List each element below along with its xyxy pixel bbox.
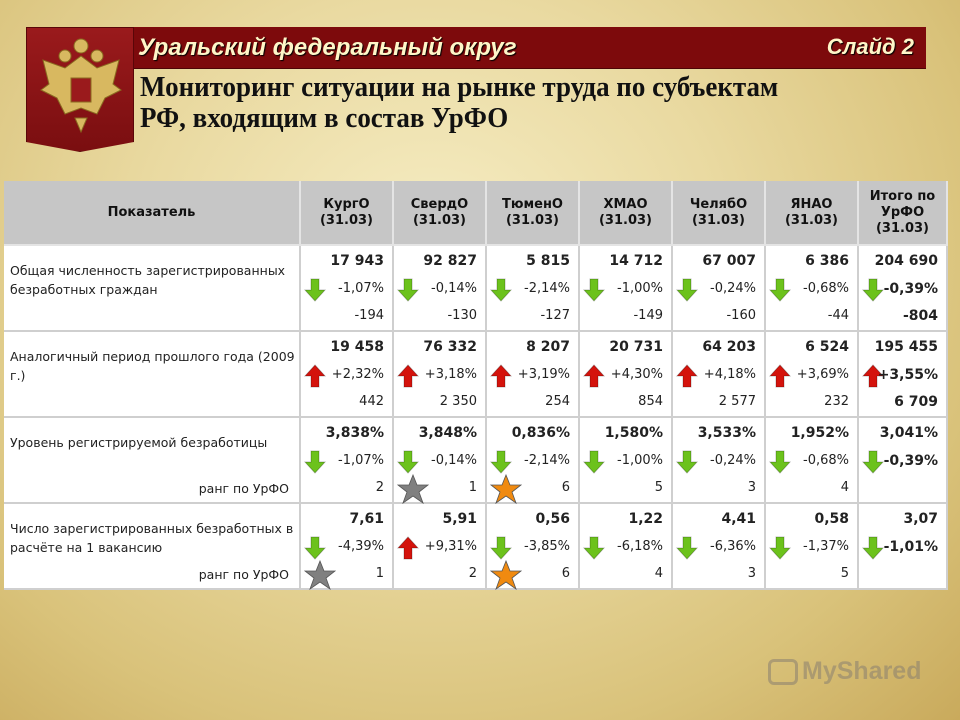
cell-rank: 1 bbox=[468, 480, 477, 495]
arrow-down-icon bbox=[583, 278, 605, 306]
cell-delta: -804 bbox=[902, 308, 938, 324]
cell-delta: 442 bbox=[359, 394, 384, 409]
cell-delta: -44 bbox=[827, 308, 849, 323]
column-header: ХМАО (31.03) bbox=[580, 181, 673, 246]
page-title-line-2: РФ, входящим в состав УрФО bbox=[140, 102, 509, 134]
data-cell bbox=[580, 418, 673, 504]
cell-delta: 6 709 bbox=[894, 394, 938, 410]
cell-change: -2,14% bbox=[524, 281, 570, 296]
cell-value: 3,838% bbox=[325, 425, 384, 441]
cell-change: +2,32% bbox=[331, 367, 384, 382]
cell-delta: -149 bbox=[633, 308, 663, 323]
cell-delta: 232 bbox=[824, 394, 849, 409]
cell-change: -0,14% bbox=[431, 281, 477, 296]
arrow-down-icon bbox=[676, 278, 698, 306]
cell-delta: 2 577 bbox=[718, 394, 756, 409]
cell-change: -0,68% bbox=[803, 453, 849, 468]
cell-change: -0,14% bbox=[431, 453, 477, 468]
cell-change: -2,14% bbox=[524, 453, 570, 468]
cell-change: -6,18% bbox=[617, 539, 663, 554]
cell-value: 0,56 bbox=[535, 511, 570, 527]
data-cell bbox=[859, 418, 948, 504]
data-cell bbox=[673, 332, 766, 418]
data-cell bbox=[301, 418, 394, 504]
arrow-down-icon bbox=[862, 450, 884, 478]
data-cell bbox=[859, 246, 948, 332]
coat-of-arms-emblem bbox=[26, 27, 134, 152]
cell-change: -4,39% bbox=[338, 539, 384, 554]
star-orange-icon bbox=[490, 474, 522, 508]
column-header: ТюменО (31.03) bbox=[487, 181, 580, 246]
cell-rank: 4 bbox=[840, 480, 849, 495]
cell-change: -0,24% bbox=[710, 281, 756, 296]
data-cell bbox=[580, 246, 673, 332]
cell-value: 14 712 bbox=[609, 253, 663, 269]
data-cell bbox=[487, 418, 580, 504]
star-gray-icon bbox=[397, 474, 429, 508]
cell-delta: 854 bbox=[638, 394, 663, 409]
labor-market-table bbox=[4, 181, 948, 590]
cell-delta: 254 bbox=[545, 394, 570, 409]
cell-change: +3,18% bbox=[424, 367, 477, 382]
row-label: Число зарегистрированных безработных в расчёте на 1 вакансию bbox=[10, 521, 294, 555]
cell-value: 3,533% bbox=[697, 425, 756, 441]
row-label: Общая численность зарегистрированных безработных граждан bbox=[10, 263, 286, 297]
cell-delta: -130 bbox=[447, 308, 477, 323]
arrow-up-icon bbox=[490, 364, 512, 392]
cell-value: 1,952% bbox=[790, 425, 849, 441]
data-cell bbox=[301, 504, 394, 590]
column-header: КургО (31.03) bbox=[301, 181, 394, 246]
data-cell bbox=[859, 332, 948, 418]
data-cell bbox=[301, 246, 394, 332]
arrow-down-icon bbox=[676, 536, 698, 564]
data-cell bbox=[394, 246, 487, 332]
cell-change: -0,39% bbox=[883, 453, 938, 469]
data-cell bbox=[859, 504, 948, 590]
myshared-watermark: MyShared bbox=[768, 657, 921, 686]
row-label: Аналогичный период прошлого года (2009 г.) bbox=[10, 349, 295, 383]
cell-delta: -127 bbox=[540, 308, 570, 323]
data-cell bbox=[487, 332, 580, 418]
data-cell bbox=[673, 418, 766, 504]
rank-label: ранг по УрФО bbox=[198, 567, 289, 582]
arrow-up-icon bbox=[676, 364, 698, 392]
cell-value: 7,61 bbox=[349, 511, 384, 527]
cell-value: 3,07 bbox=[903, 511, 938, 527]
arrow-up-icon bbox=[304, 364, 326, 392]
cell-change: -0,68% bbox=[803, 281, 849, 296]
arrow-up-icon bbox=[769, 364, 791, 392]
cell-value: 0,58 bbox=[814, 511, 849, 527]
header-banner bbox=[134, 27, 926, 69]
cell-change: -1,01% bbox=[883, 539, 938, 555]
row-label-cell bbox=[4, 504, 301, 590]
cell-rank: 2 bbox=[375, 480, 384, 495]
arrow-down-icon bbox=[304, 278, 326, 306]
cell-change: -1,07% bbox=[338, 453, 384, 468]
cell-value: 92 827 bbox=[423, 253, 477, 269]
column-header: Итого по УрФО (31.03) bbox=[859, 181, 948, 246]
cell-rank: 5 bbox=[840, 566, 849, 581]
cell-change: +3,69% bbox=[796, 367, 849, 382]
cell-change: -0,24% bbox=[710, 453, 756, 468]
cell-value: 17 943 bbox=[330, 253, 384, 269]
column-header: ЯНАО (31.03) bbox=[766, 181, 859, 246]
cell-rank: 3 bbox=[747, 480, 756, 495]
cell-change: +3,19% bbox=[517, 367, 570, 382]
data-cell bbox=[766, 504, 859, 590]
cell-rank: 6 bbox=[561, 480, 570, 495]
page-title-line-1: Мониторинг ситуации на рынке труда по субъектам bbox=[140, 71, 779, 103]
cell-value: 3,041% bbox=[879, 425, 938, 441]
cell-value: 20 731 bbox=[609, 339, 663, 355]
arrow-down-icon bbox=[769, 450, 791, 478]
arrow-down-icon bbox=[862, 536, 884, 564]
cell-value: 8 207 bbox=[526, 339, 570, 355]
arrow-down-icon bbox=[676, 450, 698, 478]
cell-rank: 4 bbox=[654, 566, 663, 581]
data-cell bbox=[673, 246, 766, 332]
column-header-indicator: Показатель bbox=[4, 181, 301, 246]
cell-value: 19 458 bbox=[330, 339, 384, 355]
cell-change: +4,30% bbox=[610, 367, 663, 382]
cell-change: -1,00% bbox=[617, 453, 663, 468]
cell-rank: 6 bbox=[561, 566, 570, 581]
row-label-cell bbox=[4, 246, 301, 332]
cell-delta: -194 bbox=[354, 308, 384, 323]
cell-change: -1,37% bbox=[803, 539, 849, 554]
rank-label: ранг по УрФО bbox=[198, 481, 289, 496]
arrow-down-icon bbox=[583, 536, 605, 564]
cell-rank: 1 bbox=[375, 566, 384, 581]
arrow-down-icon bbox=[490, 278, 512, 306]
data-cell bbox=[766, 418, 859, 504]
data-cell bbox=[766, 246, 859, 332]
data-cell bbox=[580, 332, 673, 418]
arrow-down-icon bbox=[583, 450, 605, 478]
column-header: ЧелябО (31.03) bbox=[673, 181, 766, 246]
cell-rank: 3 bbox=[747, 566, 756, 581]
cell-change: +9,31% bbox=[424, 539, 477, 554]
row-label: Уровень регистрируемой безработицы bbox=[10, 435, 268, 450]
cell-value: 1,580% bbox=[604, 425, 663, 441]
cell-change: -6,36% bbox=[710, 539, 756, 554]
arrow-up-icon bbox=[397, 536, 419, 564]
cell-value: 6 386 bbox=[805, 253, 849, 269]
data-cell bbox=[487, 246, 580, 332]
cell-value: 4,41 bbox=[721, 511, 756, 527]
row-label-cell bbox=[4, 418, 301, 504]
arrow-down-icon bbox=[769, 536, 791, 564]
cell-change: -0,39% bbox=[883, 281, 938, 297]
data-cell bbox=[673, 504, 766, 590]
data-cell bbox=[301, 332, 394, 418]
data-cell bbox=[580, 504, 673, 590]
cell-value: 3,848% bbox=[418, 425, 477, 441]
cell-value: 1,22 bbox=[628, 511, 663, 527]
cell-value: 5 815 bbox=[526, 253, 570, 269]
cell-change: +4,18% bbox=[703, 367, 756, 382]
cell-value: 204 690 bbox=[874, 253, 938, 269]
column-header: СвердО (31.03) bbox=[394, 181, 487, 246]
data-cell bbox=[394, 504, 487, 590]
star-orange-icon bbox=[490, 560, 522, 594]
page-title bbox=[140, 72, 884, 134]
cell-change: -1,07% bbox=[338, 281, 384, 296]
cell-change: -3,85% bbox=[524, 539, 570, 554]
cell-value: 64 203 bbox=[702, 339, 756, 355]
data-cell bbox=[394, 332, 487, 418]
cell-value: 195 455 bbox=[874, 339, 938, 355]
cell-change: +3,55% bbox=[877, 367, 938, 383]
arrow-down-icon bbox=[397, 278, 419, 306]
arrow-up-icon bbox=[397, 364, 419, 392]
row-label-cell bbox=[4, 332, 301, 418]
arrow-down-icon bbox=[304, 450, 326, 478]
cell-value: 5,91 bbox=[442, 511, 477, 527]
district-title: Уральский федеральный округ bbox=[138, 34, 517, 61]
cell-rank: 5 bbox=[654, 480, 663, 495]
arrow-up-icon bbox=[583, 364, 605, 392]
star-gray-icon bbox=[304, 560, 336, 594]
data-cell bbox=[766, 332, 859, 418]
myshared-logo-icon bbox=[768, 659, 798, 685]
cell-delta: 2 350 bbox=[439, 394, 477, 409]
cell-value: 76 332 bbox=[423, 339, 477, 355]
cell-change: -1,00% bbox=[617, 281, 663, 296]
slide-number: Слайд 2 bbox=[826, 34, 914, 59]
cell-value: 6 524 bbox=[805, 339, 849, 355]
data-cell bbox=[394, 418, 487, 504]
cell-value: 0,836% bbox=[511, 425, 570, 441]
cell-value: 67 007 bbox=[702, 253, 756, 269]
arrow-down-icon bbox=[862, 278, 884, 306]
cell-rank: 2 bbox=[468, 566, 477, 581]
cell-delta: -160 bbox=[726, 308, 756, 323]
data-cell bbox=[487, 504, 580, 590]
arrow-down-icon bbox=[769, 278, 791, 306]
